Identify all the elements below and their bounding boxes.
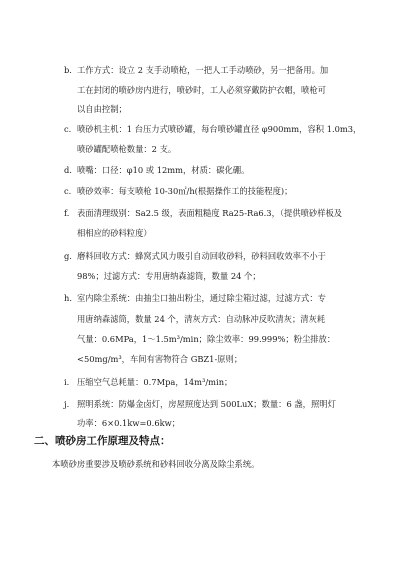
item-label-b: b.: [64, 65, 72, 75]
item-label-f: f.: [64, 208, 70, 218]
item-f-line-1: f. 表面清理级别：Sa2.5 级，表面粗糙度 Ra25-Ra6.3，（提供喷砂样板及: [64, 208, 343, 218]
item-b-line-2: 工在封闭的喷砂房内进行，喷砂时，工人必须穿戴防护衣帽，喷枪可: [77, 85, 326, 95]
item-label-d: d.: [64, 165, 72, 175]
item-g-line-1: g. 磨料回收方式：蜂窝式风力吸引自动回收砂料，砂料回收效率不小于: [64, 251, 326, 261]
item-c1-line-1: c. 喷砂机主机：1 台压力式喷砂罐，每台喷砂罐直径 φ900mm，容积 1.0m3，: [64, 124, 362, 134]
item-j-line-1: j. 照明系统：防爆金卤灯，房屋照度达到 500LuX；数量：6 盏，照明灯: [64, 399, 336, 409]
item-b-line-3: 以自由控制；: [77, 104, 127, 114]
item-label-j: j.: [64, 399, 70, 409]
section-paragraph: 本喷砂房重要涉及喷砂系统和砂料回收分离及除尘系统。: [52, 459, 260, 469]
item-g-line-2: 98%；过滤方式：专用唐纳森滤筒，数量 24 个；: [77, 271, 261, 281]
item-label-h: h.: [64, 293, 72, 303]
item-label-i: i.: [64, 377, 70, 387]
item-h-line-2: 用唐纳森滤筒，数量 24 个，清灰方式：自动脉冲反吹清灰；清灰耗: [77, 314, 326, 324]
item-d-line-1: d. 喷嘴：口径：φ10 或 12mm，材质：碳化硼。: [64, 165, 250, 175]
section-heading: 二、喷砂房工作原理及特点：: [34, 435, 171, 447]
item-h-line-1: h. 室内除尘系统：由抽尘口抽出粉尘，通过除尘箱过滤，过滤方式：专: [64, 293, 326, 303]
item-i-line-1: i. 压缩空气总耗量：0.7Mpa，14m³/min；: [64, 377, 233, 387]
item-b-line-1: b. 工作方式：设立 2 支手动喷枪，一把人工手动喷砂，另一把备用。加: [64, 65, 329, 75]
item-label-g: g.: [64, 251, 72, 261]
item-h-line-3: 气量：0.6MPa，1～1.5m³/min；除尘效率：99.999%；粉尘排放：: [77, 334, 336, 344]
item-label-c1: c.: [64, 124, 72, 134]
item-j-line-2: 功率：6×0.1kw=0.6kw；: [77, 418, 181, 428]
item-f-line-2: 相相应的砂料粒度）: [77, 228, 152, 238]
item-c2-line-1: c. 喷砂效率：每支喷枪 10-30㎡/h(根据操作工的技能程度)；: [64, 186, 293, 196]
item-label-c2: c.: [64, 186, 72, 196]
item-c1-line-2: 喷砂罐配喷枪数量：2 支。: [77, 144, 177, 154]
item-h-line-4: <50mg/m³，车间有害物符合 GBZ1-原则；: [77, 354, 243, 364]
